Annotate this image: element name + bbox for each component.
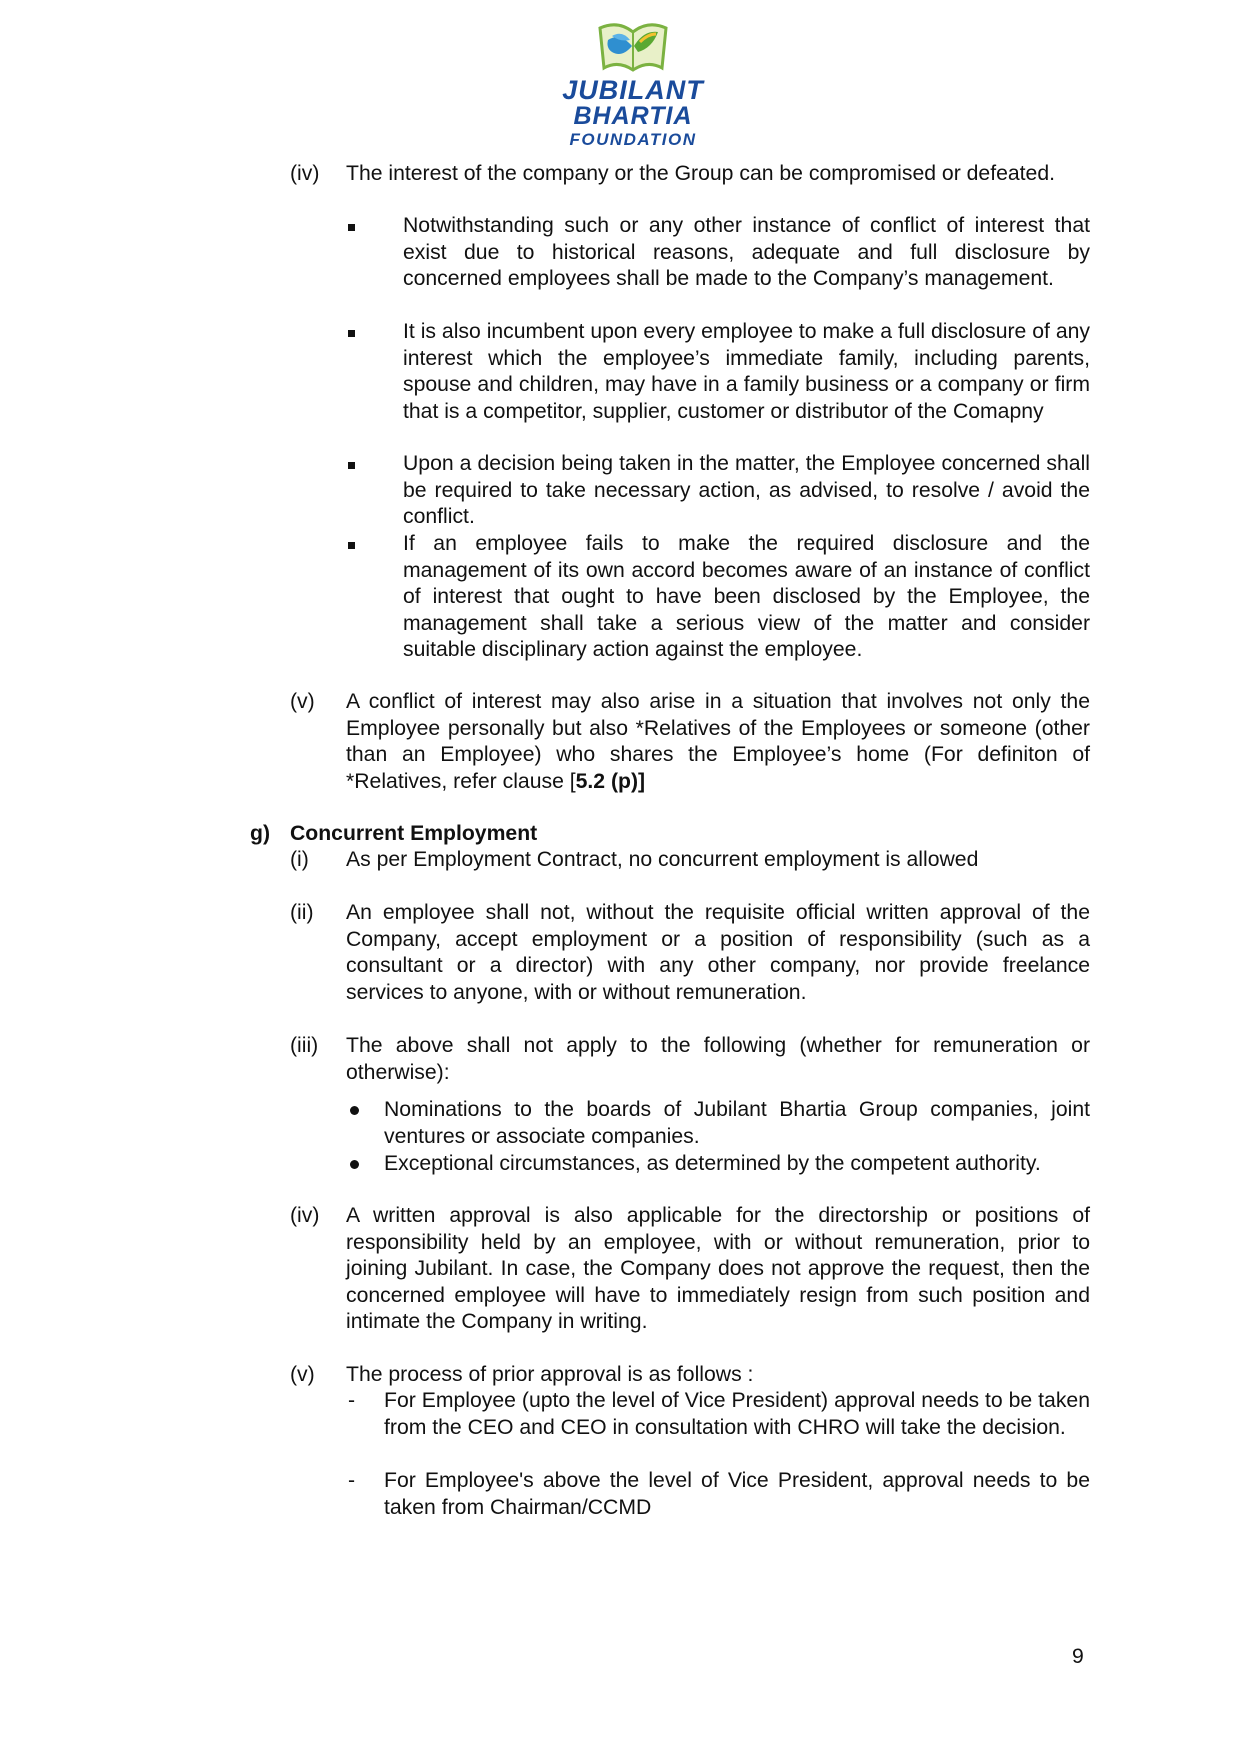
bullet-marker xyxy=(348,462,355,469)
bullet-marker xyxy=(348,224,355,231)
item-number: (v) xyxy=(290,1363,315,1386)
bullet-marker xyxy=(348,542,355,549)
bullet-text: It is also incumbent upon every employee to make a full disclosure of any interest which the employee’s immediate family, including parents, spouse and children, may have in a family business or a company or firm that is a competitor, supplier, customer or distributor of the Comapny xyxy=(403,320,1090,423)
bullet-text: Upon a decision being taken in the matter, the Employee concerned shall be required to take necessary action, as advised, to resolve / avoid the conflict. xyxy=(403,452,1090,528)
item-text: The above shall not apply to the following (whether for remuneration or otherwise): xyxy=(346,1034,1090,1084)
section-heading: Concurrent Employment xyxy=(290,822,538,845)
dash-item-text: For Employee (upto the level of Vice President) approval needs to be taken from the CEO and CEO in consultation with CHRO will take the decision. xyxy=(384,1389,1090,1439)
bullet-marker xyxy=(350,1106,359,1115)
item-number: (iv) xyxy=(290,1204,320,1227)
logo-text-foundation: FOUNDATION xyxy=(569,130,697,149)
item-number: (v) xyxy=(290,690,315,713)
bullet-marker xyxy=(350,1160,359,1169)
bullet-marker xyxy=(348,330,355,337)
item-number: (ii) xyxy=(290,901,314,924)
item-number: (iii) xyxy=(290,1034,319,1057)
section-letter: g) xyxy=(250,822,270,845)
item-text: As per Employment Contract, no concurrent employment is allowed xyxy=(346,848,979,871)
logo-text-bhartia: BHARTIA xyxy=(573,102,693,130)
bullet-text: Notwithstanding such or any other instance of conflict of interest that exist due to historical reasons, adequate and full disclosure by concerned employees shall be made to the Company’s management. xyxy=(403,214,1090,290)
item-text: A written approval is also applicable for the directorship or positions of responsibility held by an employee, with or without remuneration, prior to joining Jubilant. In case, the Company does not approve the request, then the concerned employee will have to immediately resign from such position and intimate the Company in writing. xyxy=(346,1204,1090,1333)
item-text: The process of prior approval is as follows : xyxy=(346,1363,754,1386)
bullet-text: If an employee fails to make the required disclosure and the management of its own accord becomes aware of an instance of conflict of interest that ought to have been disclosed by the Employee, the management shall take a serious view of the matter and consider suitable disciplinary action against the employee. xyxy=(403,532,1090,661)
item-number: (i) xyxy=(290,848,309,871)
bullet-text: Nominations to the boards of Jubilant Bhartia Group companies, joint ventures or associate companies. xyxy=(384,1098,1090,1148)
item-number: (iv) xyxy=(290,162,320,185)
item-text xyxy=(346,689,1090,795)
dash-item-text: For Employee's above the level of Vice President, approval needs to be taken from Chairman/CCMD xyxy=(384,1469,1090,1519)
page-number: 9 xyxy=(1072,1645,1084,1668)
dash-marker: - xyxy=(348,1469,356,1492)
item-text: The interest of the company or the Group can be compromised or defeated. xyxy=(346,162,1055,185)
item-text-body: A conflict of interest may also arise in a situation that involves not only the Employee personally but also *Relatives of the Employees or someone (other than an Employee) who shares the Employee’s home (For definiton of *Relatives, refer clause [ xyxy=(346,690,1090,793)
dash-marker: - xyxy=(348,1389,356,1412)
clause-reference: 5.2 (p)] xyxy=(575,769,646,793)
item-text: An employee shall not, without the requisite official written approval of the Company, accept employment or a position of responsibility (such as a consultant or a director) with any other company, nor provide freelance services to anyone, with or without remuneration. xyxy=(346,901,1090,1004)
book-bird-emblem-icon xyxy=(548,6,718,76)
jubilant-bhartia-foundation-logo xyxy=(548,6,718,156)
logo-text-jubilant: JUBILANT xyxy=(562,75,704,105)
bullet-text: Exceptional circumstances, as determined by the competent authority. xyxy=(384,1152,1041,1175)
